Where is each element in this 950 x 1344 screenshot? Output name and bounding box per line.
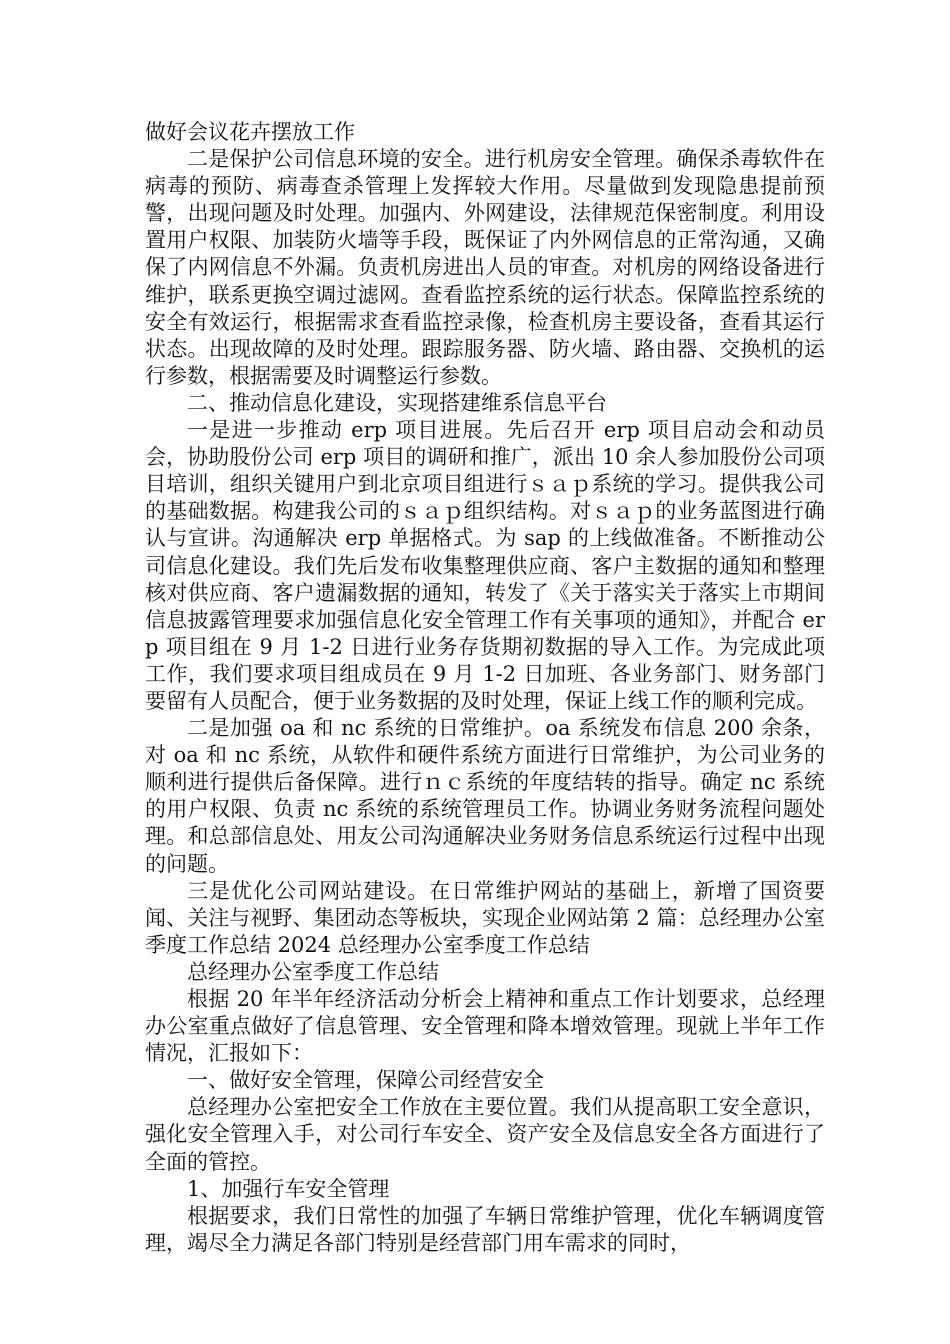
paragraph-flower-arrangement: 做好会议花卉摆放工作 xyxy=(145,120,355,144)
paragraph-info-security: 二是保护公司信息环境的安全。进行机房安全管理。确保杀毒软件在病毒的预防、病毒查杀管理上发挥较大作用。尽量做到发现隐患提前预警，出现问题及时处理。加强内、外网建设，法律规范保密制度。利用设置用户权限、加装防火墙等手段，既保证了内外网信息的正常沟通，又确保了内网信息不外漏。负责机房进出人员的审查。对机房的网络设备进行维护，联系更换空调过滤网。查看监控系统的运行状态。保障监控系统的安全有效运行，根据需求查看监控录像，检查机房主要设备，查看其运行状态。出现故障的及时处理。跟踪服务器、防火墙、路由器、交换机的运行参数，根据需要及时调整运行参数。 xyxy=(145,147,825,388)
heading-informatization: 二、推动信息化建设，实现搭建维系信息平台 xyxy=(187,390,607,415)
paragraph-intro: 根据 20 年半年经济活动分析会上精神和重点工作计划要求，总经理办公室重点做好了信息管理、安全管理和降本增效管理。现就上半年工作情况，汇报如下： xyxy=(145,987,825,1066)
paragraph-oa-nc-maintenance: 二是加强 oa 和 nc 系统的日常维护。oa 系统发布信息 200 余条，对 oa 和 nc 系统，从软件和硬件系统方面进行日常维护，为公司业务的顺利进行提供后备保障。进行ｎｃ系统的年度结转的指导。确定 nc 系统的用户权限、负责 nc 系统的系统管理员工作。协调业务财务流程问题处理。和总部信息处、用友公司沟通解决业务财务信息系统运行过程中出现的问题。 xyxy=(145,716,825,876)
heading-safety-management: 一、做好安全管理，保障公司经营安全 xyxy=(187,1068,544,1093)
heading-vehicle-safety: 1、加强行车安全管理 xyxy=(187,1176,390,1201)
paragraph-vehicle-maintenance: 根据要求，我们日常性的加强了车辆日常维护管理，优化车辆调度管理，竭尽全力满足各部门特别是经营部门用车需求的同时， xyxy=(145,1203,825,1255)
document-body xyxy=(145,119,825,1257)
paragraph-safety-overview: 总经理办公室把安全工作放在主要位置。我们从提高职工安全意识，强化安全管理入手，对公司行车安全、资产安全及信息安全各方面进行了全面的管控。 xyxy=(145,1095,825,1174)
heading-quarterly-summary: 总经理办公室季度工作总结 xyxy=(187,959,439,984)
paragraph-website: 三是优化公司网站建设。在日常维护网站的基础上，新增了国资要闻、关注与视野、集团动态等板块，实现企业网站第 2 篇：总经理办公室季度工作总结 2024 总经理办公室季度工作总结 xyxy=(145,878,825,957)
paragraph-erp-project: 一是进一步推动 erp 项目进展。先后召开 erp 项目启动会和动员会，协助股份公司 erp 项目的调研和推广，派出 10 余人参加股份公司项目培训，组织关键用户到北京项目组进行ｓａｐ系统的学习。提供我公司的基础数据。构建我公司的ｓａｐ组织结构。对ｓａｐ的业务蓝图进行确认与宣讲。沟通解决 erp 单据格式。为 sap 的上线做准备。不断推动公司信息化建设。我们先后发布收集整理供应商、客户主数据的通知和整理核对供应商、客户遗漏数据的通知，转发了《关于落实关于落实上市期间信息披露管理要求加强信息化安全管理工作有关事项的通知》，并配合 erp 项目组在 9 月 1-2 日进行业务存货期初数据的导入工作。为完成此项工作，我们要求项目组成员在 9 月 1-2 日加班、各业务部门、财务部门要留有人员配合，便于业务数据的及时处理，保证上线工作的顺利完成。 xyxy=(145,418,825,713)
